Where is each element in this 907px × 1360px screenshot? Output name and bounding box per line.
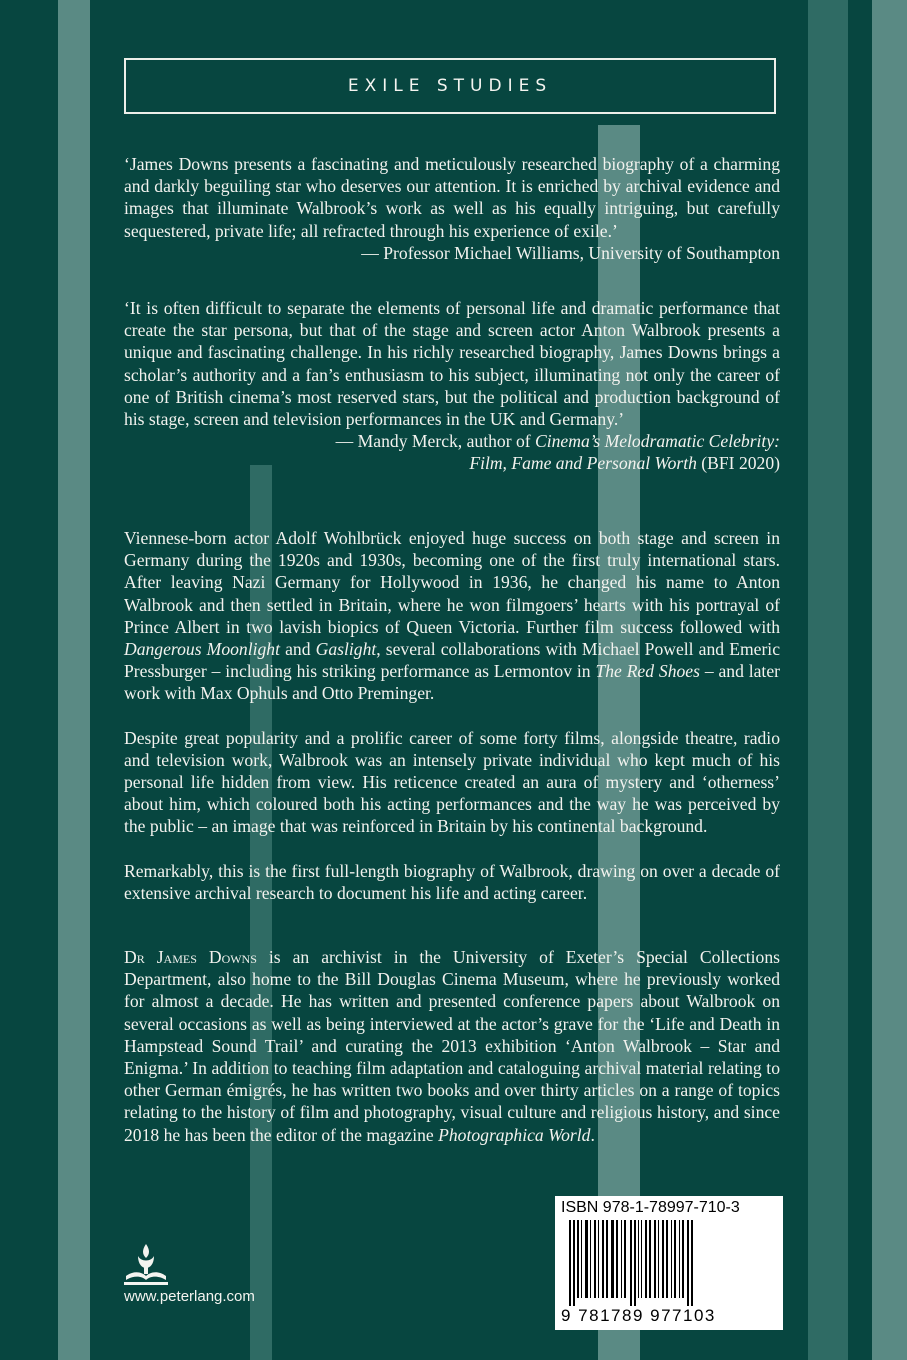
- barcode-bar: [671, 1220, 672, 1298]
- barcode-bar: [606, 1220, 608, 1298]
- barcode-bar: [598, 1220, 599, 1298]
- quote-attribution: [124, 430, 780, 474]
- decorative-stripe: [872, 0, 907, 1360]
- blurb-paragraph: [124, 527, 780, 705]
- decorative-stripe: [58, 0, 90, 1360]
- publisher-url[interactable]: www.peterlang.com: [124, 1288, 255, 1305]
- attribution-suffix: (BFI 2020): [696, 453, 780, 474]
- isbn-label: ISBN 978-1-78997-710-3: [561, 1199, 740, 1216]
- barcode-bar: [641, 1220, 642, 1298]
- barcode-bar: [658, 1220, 659, 1298]
- barcode-bar: [674, 1220, 676, 1298]
- author-name: Dr James Downs: [124, 947, 257, 967]
- barcode-bar: [654, 1220, 656, 1298]
- barcode-bar: [649, 1220, 651, 1298]
- bio-end: .: [590, 1124, 595, 1145]
- blurb-paragraph: Remarkably, this is the first full-length biography of Walbrook, drawing on over a decade of extensive archival research to document his life and acting career.: [124, 860, 780, 903]
- barcode-bar: [577, 1220, 579, 1298]
- barcode-bar: [662, 1220, 664, 1298]
- blurb-text: – and later work with Max Ophuls and Otto Preminger.: [124, 661, 780, 704]
- isbn-barcode: [555, 1196, 783, 1330]
- barcode-bar: [630, 1220, 632, 1306]
- barcode-bar: [573, 1220, 575, 1306]
- book-title: Film, Fame and Personal Worth: [469, 453, 697, 474]
- barcode-bar: [590, 1220, 591, 1298]
- review-quote-2: [124, 297, 780, 475]
- blurb-text: Viennese-born actor Adolf Wohlbrück enjoyed huge success on both stage and screen in Germany during the 1920s and 1930s, becoming one of the first truly international stars. After leaving Nazi Germany for Hollywood in 1936, he changed his name to Anton Walbrook and then settled in Britain, where he won filmgoers’ hearts with his portrayal of Prince Albert in two lavish biopics of Queen Victoria. Further film success followed with: [124, 528, 780, 637]
- film-title: Gaslight: [315, 639, 377, 660]
- blurb-text: , several collaborations with Michael Powell and Emeric Pressburger – including his striking performance as Lermontov in: [124, 639, 781, 682]
- barcode-bar: [624, 1220, 626, 1298]
- decorative-stripe: [808, 0, 848, 1360]
- barcode-bar: [585, 1220, 588, 1298]
- barcode-bar: [666, 1220, 668, 1298]
- film-title: Dangerous Moonlight: [124, 639, 280, 660]
- barcode-bar: [691, 1220, 693, 1306]
- bio-text: is an archivist in the University of Exeter’s Special Collections Department, also home to the Bill Douglas Cinema Museum, where he previously worked for almost a decade. He has written and presented conference papers about Walbrook on several occasions as well as being interviewed at the actor’s grave for the ‘Life and Death in Hampstead Sound Trail’ and curating the 2013 exhibition ‘Anton Walbrook – Star and Enigma.’ In addition to teaching film adaptation and cataloguing archival material relating to other German émigrés, he has written two books and over thirty articles on a range of topics relating to the history of film and photography, visual culture and religious history, and since 2018 he has been the editor of the magazine: [124, 947, 780, 1145]
- magazine-title: Photographica World: [438, 1124, 591, 1145]
- blurb-text: and: [279, 639, 316, 660]
- review-quote-1: [124, 153, 780, 264]
- barcode-bar: [634, 1220, 636, 1306]
- barcode-bar: [638, 1220, 639, 1298]
- quote-text: ‘It is often difficult to separate the elements of personal life and dramatic performance that create the star persona, but that of the stage and screen actor Anton Walbrook presents a unique and fascinating challenge. In his richly researched biography, James Downs brings a scholar’s authority and a fan’s enthusiasm to his subject, illuminating not only the career of one of British cinema’s most reserved stars, but the political and production background of his stage, screen and television performances in the UK and Germany.’: [124, 298, 780, 430]
- barcode-bar: [645, 1220, 647, 1298]
- barcode-bar: [682, 1220, 684, 1298]
- author-bio: [124, 946, 780, 1146]
- series-title: EXILE STUDIES: [347, 76, 553, 96]
- barcode-bar: [602, 1220, 604, 1298]
- blurb-paragraph: Despite great popularity and a prolific career of some forty films, alongside theatre, radio and television work, Walbrook was an intensely private individual who kept much of his personal life hidden from view. His reticence created an aura of mystery and ‘otherness’ about him, which coloured both his acting performances and the way he was perceived by the public – an image that was reinforced in Britain by his continental background.: [124, 727, 780, 837]
- barcode-bar: [569, 1220, 571, 1306]
- peter-lang-logo-icon: [120, 1242, 172, 1286]
- barcode-bar: [611, 1220, 614, 1298]
- attribution-prefix: — Mandy Merck, author of: [335, 431, 536, 452]
- series-header-box: [124, 58, 776, 114]
- book-blurb: [124, 527, 780, 904]
- quote-text: ‘James Downs presents a fascinating and meticulously researched biography of a charming and darkly beguiling star who deserves our attention. It is enriched by archival evidence and images that illuminate Walbrook’s work as well as his equally intriguing, but carefully sequestered, private life; all refracted through his experience of exile.’: [124, 154, 780, 241]
- book-title: Cinema’s Melodramatic Celebrity:: [535, 431, 780, 452]
- barcode-bar: [616, 1220, 618, 1298]
- barcode-bar: [621, 1220, 622, 1298]
- barcode-bar: [594, 1220, 596, 1298]
- barcode-bar: [679, 1220, 680, 1298]
- barcode-bar: [581, 1220, 582, 1298]
- film-title: The Red Shoes: [595, 661, 700, 682]
- barcode-digits: 9 781789 977103: [561, 1306, 716, 1325]
- barcode-bars: [559, 1220, 779, 1306]
- barcode-bar: [687, 1220, 689, 1306]
- quote-attribution: — Professor Michael Williams, University of Southampton: [361, 242, 780, 263]
